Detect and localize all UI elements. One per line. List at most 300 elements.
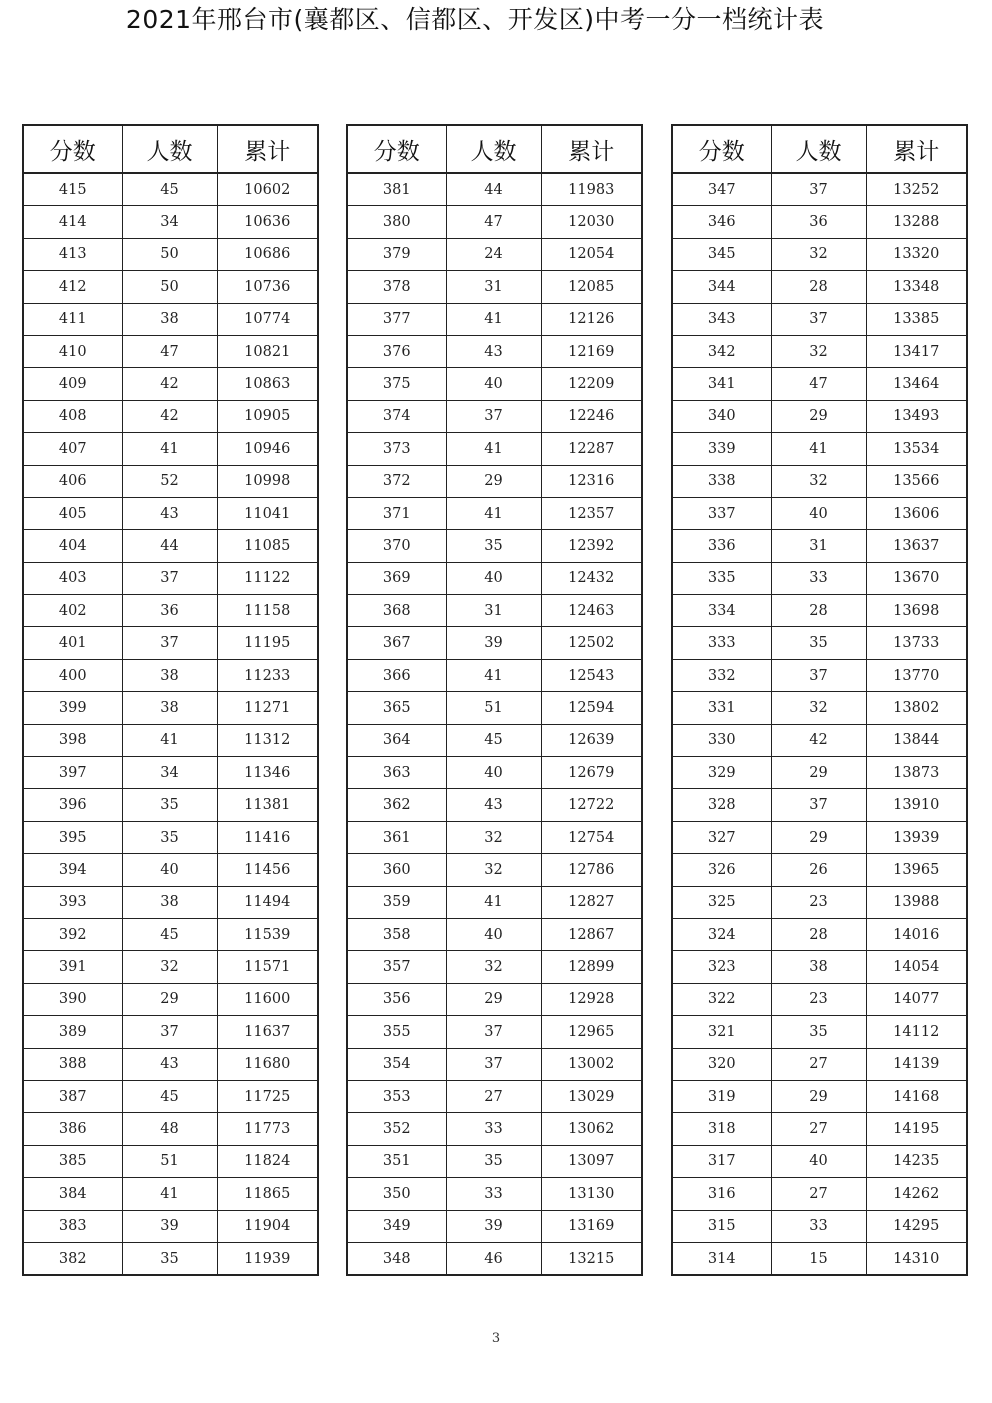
count-cell: 32 [771,238,866,270]
cumulative-cell: 11824 [217,1145,318,1177]
count-cell: 24 [446,238,541,270]
score-cell: 381 [347,173,446,206]
table-row [347,433,642,465]
score-cell: 326 [672,854,771,886]
score-cell: 377 [347,303,446,335]
count-cell: 28 [771,918,866,950]
score-cell: 340 [672,400,771,432]
cumulative-cell: 12786 [541,854,642,886]
count-cell: 32 [446,854,541,886]
score-cell: 385 [23,1145,122,1177]
table-row [347,724,642,756]
score-cell: 327 [672,821,771,853]
table-row [672,1242,967,1275]
table-row [347,1178,642,1210]
count-cell: 29 [446,983,541,1015]
table-row [23,757,318,789]
score-cell: 415 [23,173,122,206]
header-cumulative: 累计 [541,125,642,173]
count-cell: 41 [446,659,541,691]
count-cell: 43 [446,335,541,367]
score-cell: 353 [347,1080,446,1112]
count-cell: 41 [122,1178,217,1210]
table-row [672,627,967,659]
score-cell: 315 [672,1210,771,1242]
table-row [672,1080,967,1112]
cumulative-cell: 13637 [866,530,967,562]
count-cell: 39 [446,627,541,659]
cumulative-cell: 13464 [866,368,967,400]
cumulative-cell: 12543 [541,659,642,691]
count-cell: 32 [771,335,866,367]
score-cell: 342 [672,335,771,367]
cumulative-cell: 13130 [541,1178,642,1210]
score-cell: 348 [347,1242,446,1275]
score-cell: 355 [347,1016,446,1048]
score-cell: 354 [347,1048,446,1080]
score-cell: 397 [23,757,122,789]
score-cell: 358 [347,918,446,950]
table-row [672,1210,967,1242]
table-row [23,368,318,400]
table-row [672,465,967,497]
score-table-2 [346,124,643,1276]
cumulative-cell: 14016 [866,918,967,950]
count-cell: 39 [446,1210,541,1242]
count-cell: 15 [771,1242,866,1275]
table-row [672,303,967,335]
cumulative-cell: 13385 [866,303,967,335]
table-row [347,1080,642,1112]
score-cell: 365 [347,692,446,724]
table-row [672,497,967,529]
count-cell: 28 [771,595,866,627]
table-row [23,627,318,659]
table-row [672,1113,967,1145]
table-row [347,530,642,562]
score-cell: 408 [23,400,122,432]
score-cell: 344 [672,271,771,303]
count-cell: 45 [446,724,541,756]
table-row [347,659,642,691]
table-row [672,659,967,691]
cumulative-cell: 11939 [217,1242,318,1275]
score-cell: 383 [23,1210,122,1242]
table-row [672,530,967,562]
count-cell: 35 [446,1145,541,1177]
count-cell: 35 [771,1016,866,1048]
cumulative-cell: 12054 [541,238,642,270]
count-cell: 42 [122,400,217,432]
score-cell: 399 [23,692,122,724]
score-cell: 406 [23,465,122,497]
cumulative-cell: 14139 [866,1048,967,1080]
table-row [23,206,318,238]
score-cell: 345 [672,238,771,270]
score-cell: 372 [347,465,446,497]
score-cell: 324 [672,918,771,950]
count-cell: 44 [446,173,541,206]
cumulative-cell: 13939 [866,821,967,853]
cumulative-cell: 11312 [217,724,318,756]
count-cell: 43 [122,1048,217,1080]
cumulative-cell: 12392 [541,530,642,562]
table-row [23,1080,318,1112]
score-cell: 393 [23,886,122,918]
count-cell: 35 [122,821,217,853]
count-cell: 43 [122,497,217,529]
table-row [23,271,318,303]
cumulative-cell: 12965 [541,1016,642,1048]
table-row [672,238,967,270]
score-cell: 389 [23,1016,122,1048]
score-cell: 391 [23,951,122,983]
table-row [23,433,318,465]
cumulative-cell: 11346 [217,757,318,789]
table-row [347,1016,642,1048]
table-row [347,271,642,303]
count-cell: 38 [122,886,217,918]
table-row [23,1016,318,1048]
cumulative-cell: 11680 [217,1048,318,1080]
table-row [347,238,642,270]
cumulative-cell: 13097 [541,1145,642,1177]
score-cell: 396 [23,789,122,821]
table-row [347,400,642,432]
table-row [672,271,967,303]
table-row [347,1242,642,1275]
count-cell: 42 [771,724,866,756]
cumulative-cell: 13215 [541,1242,642,1275]
count-cell: 47 [446,206,541,238]
table-row [23,303,318,335]
count-cell: 45 [122,918,217,950]
cumulative-cell: 12357 [541,497,642,529]
table-row [347,465,642,497]
table-row [23,821,318,853]
header-count: 人数 [771,125,866,173]
table-row [23,595,318,627]
score-cell: 328 [672,789,771,821]
table-row [672,854,967,886]
count-cell: 40 [122,854,217,886]
header-cumulative: 累计 [217,125,318,173]
cumulative-cell: 13320 [866,238,967,270]
cumulative-cell: 14112 [866,1016,967,1048]
score-cell: 320 [672,1048,771,1080]
score-cell: 401 [23,627,122,659]
table-row [347,562,642,594]
cumulative-cell: 13252 [866,173,967,206]
count-cell: 35 [122,1242,217,1275]
score-cell: 411 [23,303,122,335]
table-row [23,951,318,983]
score-cell: 390 [23,983,122,1015]
cumulative-cell: 13493 [866,400,967,432]
table-row [347,627,642,659]
header-cumulative: 累计 [866,125,967,173]
count-cell: 41 [446,433,541,465]
score-cell: 319 [672,1080,771,1112]
score-table-3 [671,124,968,1276]
table-row [347,303,642,335]
score-cell: 318 [672,1113,771,1145]
cumulative-cell: 13417 [866,335,967,367]
cumulative-cell: 12246 [541,400,642,432]
cumulative-cell: 13029 [541,1080,642,1112]
count-cell: 45 [122,1080,217,1112]
table-row [23,173,318,206]
cumulative-cell: 11539 [217,918,318,950]
table-row [672,206,967,238]
count-cell: 37 [122,1016,217,1048]
table-row [347,206,642,238]
cumulative-cell: 14295 [866,1210,967,1242]
count-cell: 36 [771,206,866,238]
table-row [23,886,318,918]
cumulative-cell: 12209 [541,368,642,400]
count-cell: 36 [122,595,217,627]
table-row [347,335,642,367]
cumulative-cell: 12899 [541,951,642,983]
cumulative-cell: 13873 [866,757,967,789]
cumulative-cell: 11725 [217,1080,318,1112]
count-cell: 41 [446,886,541,918]
table-row [672,983,967,1015]
table-row [23,724,318,756]
count-cell: 40 [771,1145,866,1177]
count-cell: 41 [771,433,866,465]
cumulative-cell: 13169 [541,1210,642,1242]
cumulative-cell: 12679 [541,757,642,789]
cumulative-cell: 12432 [541,562,642,594]
score-cell: 357 [347,951,446,983]
cumulative-cell: 11865 [217,1178,318,1210]
count-cell: 37 [771,659,866,691]
cumulative-cell: 13534 [866,433,967,465]
score-cell: 378 [347,271,446,303]
table-row [23,1113,318,1145]
count-cell: 23 [771,983,866,1015]
score-cell: 335 [672,562,771,594]
cumulative-cell: 12754 [541,821,642,853]
count-cell: 33 [446,1178,541,1210]
table-row [23,789,318,821]
score-cell: 400 [23,659,122,691]
cumulative-cell: 13002 [541,1048,642,1080]
table-row [347,368,642,400]
score-cell: 323 [672,951,771,983]
cumulative-cell: 11904 [217,1210,318,1242]
score-cell: 317 [672,1145,771,1177]
score-cell: 394 [23,854,122,886]
count-cell: 38 [122,659,217,691]
score-cell: 376 [347,335,446,367]
cumulative-cell: 13348 [866,271,967,303]
score-cell: 321 [672,1016,771,1048]
table-row [23,918,318,950]
table-row [672,886,967,918]
table-row [347,983,642,1015]
cumulative-cell: 10998 [217,465,318,497]
score-cell: 343 [672,303,771,335]
table-row [23,692,318,724]
cumulative-cell: 13566 [866,465,967,497]
table-row [672,1016,967,1048]
cumulative-cell: 12594 [541,692,642,724]
cumulative-cell: 14195 [866,1113,967,1145]
count-cell: 40 [446,918,541,950]
cumulative-cell: 10774 [217,303,318,335]
cumulative-cell: 11600 [217,983,318,1015]
score-cell: 359 [347,886,446,918]
count-cell: 37 [446,400,541,432]
table-row [347,886,642,918]
header-score: 分数 [347,125,446,173]
score-cell: 362 [347,789,446,821]
table-row [347,757,642,789]
cumulative-cell: 13606 [866,497,967,529]
count-cell: 46 [446,1242,541,1275]
score-cell: 375 [347,368,446,400]
table-row [347,173,642,206]
score-cell: 404 [23,530,122,562]
count-cell: 27 [771,1048,866,1080]
count-cell: 33 [771,1210,866,1242]
cumulative-cell: 12463 [541,595,642,627]
cumulative-cell: 10602 [217,173,318,206]
score-cell: 398 [23,724,122,756]
score-cell: 388 [23,1048,122,1080]
table-header-row [347,125,642,173]
cumulative-cell: 12169 [541,335,642,367]
score-cell: 413 [23,238,122,270]
count-cell: 32 [446,951,541,983]
table-row [347,918,642,950]
score-cell: 386 [23,1113,122,1145]
score-cell: 349 [347,1210,446,1242]
header-score: 分数 [672,125,771,173]
score-cell: 350 [347,1178,446,1210]
score-cell: 414 [23,206,122,238]
table-row [23,1178,318,1210]
table-row [347,854,642,886]
cumulative-cell: 12030 [541,206,642,238]
cumulative-cell: 10821 [217,335,318,367]
cumulative-cell: 11773 [217,1113,318,1145]
score-cell: 363 [347,757,446,789]
count-cell: 33 [771,562,866,594]
count-cell: 38 [771,951,866,983]
score-cell: 405 [23,497,122,529]
cumulative-cell: 11381 [217,789,318,821]
table-row [672,595,967,627]
count-cell: 32 [771,465,866,497]
cumulative-cell: 12722 [541,789,642,821]
table-row [23,983,318,1015]
table-row [347,497,642,529]
table-row [672,173,967,206]
count-cell: 32 [122,951,217,983]
table-row [347,692,642,724]
table-row [672,724,967,756]
score-cell: 329 [672,757,771,789]
score-cell: 346 [672,206,771,238]
score-cell: 402 [23,595,122,627]
cumulative-cell: 11195 [217,627,318,659]
page-number: 3 [491,1331,501,1346]
cumulative-cell: 11983 [541,173,642,206]
cumulative-cell: 11416 [217,821,318,853]
score-cell: 370 [347,530,446,562]
table-header-row [23,125,318,173]
table-row [23,400,318,432]
cumulative-cell: 13770 [866,659,967,691]
count-cell: 41 [446,497,541,529]
score-cell: 412 [23,271,122,303]
table-row [23,465,318,497]
score-cell: 384 [23,1178,122,1210]
count-cell: 42 [122,368,217,400]
cumulative-cell: 12502 [541,627,642,659]
page-title: 2021年邢台市(襄都区、信都区、开发区)中考一分一档统计表 [125,5,825,34]
score-cell: 332 [672,659,771,691]
score-cell: 369 [347,562,446,594]
count-cell: 27 [771,1178,866,1210]
table-row [347,1048,642,1080]
count-cell: 47 [122,335,217,367]
score-cell: 361 [347,821,446,853]
cumulative-cell: 12827 [541,886,642,918]
table-row [347,1210,642,1242]
score-cell: 339 [672,433,771,465]
cumulative-cell: 14235 [866,1145,967,1177]
score-cell: 371 [347,497,446,529]
count-cell: 29 [771,757,866,789]
score-cell: 352 [347,1113,446,1145]
score-cell: 351 [347,1145,446,1177]
table-row [672,951,967,983]
cumulative-cell: 11041 [217,497,318,529]
count-cell: 29 [771,1080,866,1112]
count-cell: 37 [771,303,866,335]
table-row [23,530,318,562]
cumulative-cell: 14168 [866,1080,967,1112]
cumulative-cell: 11122 [217,562,318,594]
count-cell: 23 [771,886,866,918]
score-cell: 382 [23,1242,122,1275]
table-row [672,757,967,789]
table-row [672,1145,967,1177]
cumulative-cell: 12928 [541,983,642,1015]
score-cell: 387 [23,1080,122,1112]
score-cell: 373 [347,433,446,465]
score-cell: 409 [23,368,122,400]
score-cell: 330 [672,724,771,756]
table-row [672,1178,967,1210]
table-row [672,1048,967,1080]
count-cell: 33 [446,1113,541,1145]
score-cell: 316 [672,1178,771,1210]
cumulative-cell: 13988 [866,886,967,918]
table-row [672,821,967,853]
table-row [672,335,967,367]
table-row [23,238,318,270]
count-cell: 40 [446,757,541,789]
cumulative-cell: 11637 [217,1016,318,1048]
count-cell: 35 [446,530,541,562]
table-row [347,1145,642,1177]
